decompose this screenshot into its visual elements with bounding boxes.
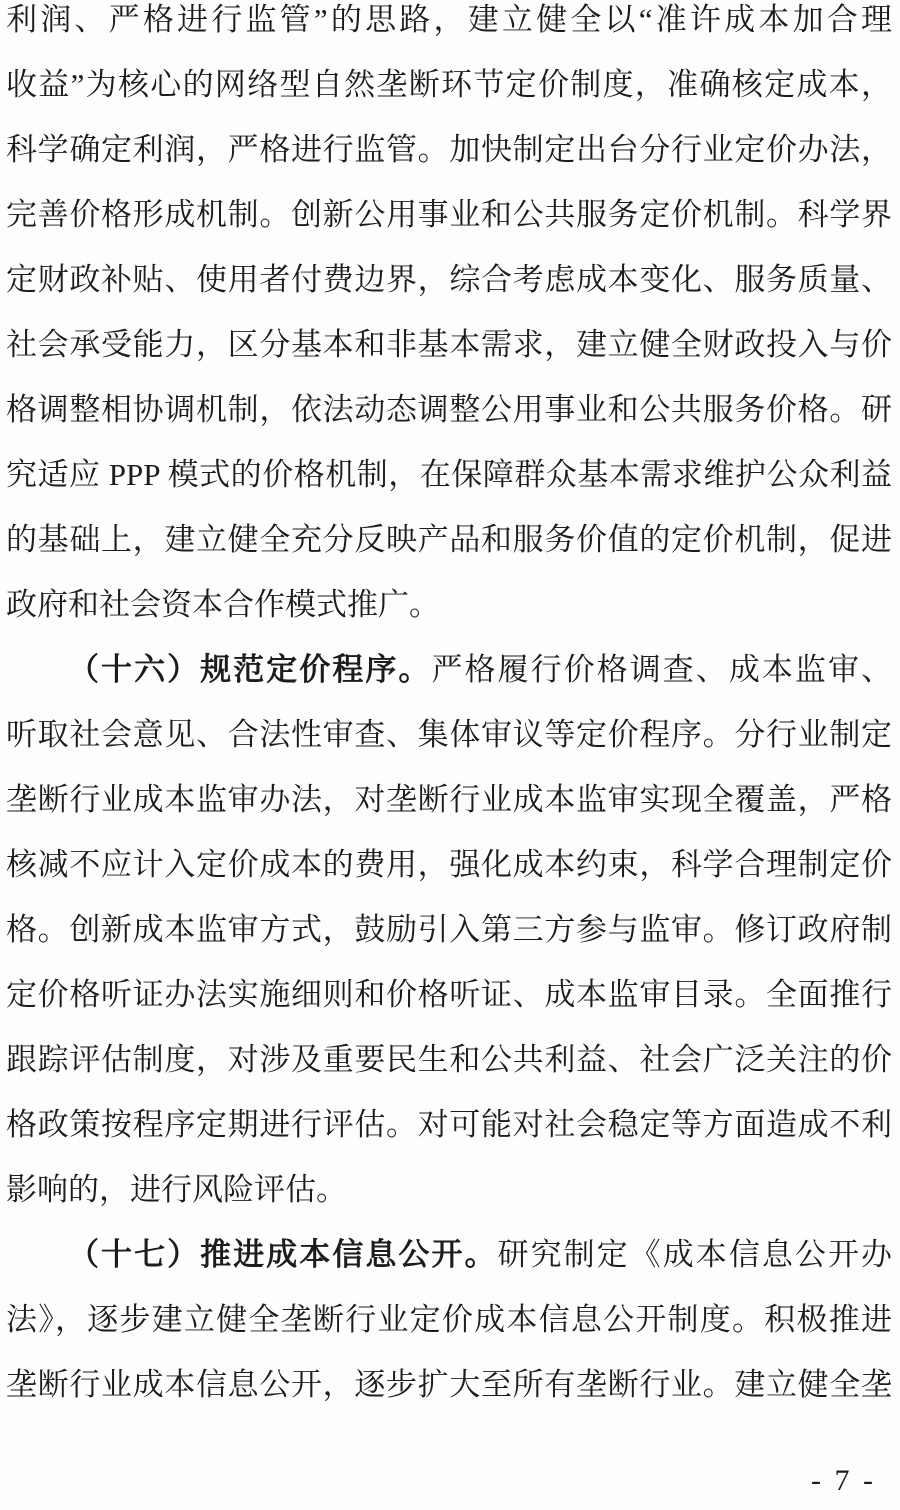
text-segment: 完善价格形成机制。创新公用事业和公共服务定价机制。科学界 [6, 197, 892, 232]
text-line [6, 507, 892, 572]
text-line [6, 52, 892, 117]
text-line [6, 117, 892, 182]
text-line [6, 312, 892, 377]
text-segment: 科学确定利润，严格进行监管。加快制定出台分行业定价办法， [6, 132, 892, 167]
text-segment: 究适应 PPP 模式的价格机制，在保障群众基本需求维护公众利益 [6, 457, 892, 492]
text-segment: 定价格听证办法实施细则和价格听证、成本监审目录。全面推行 [6, 977, 892, 1012]
text-line [6, 0, 892, 52]
text-segment: 核减不应计入定价成本的费用，强化成本约束，科学合理制定价 [6, 847, 892, 882]
text-segment: 格政策按程序定期进行评估。对可能对社会稳定等方面造成不利 [6, 1107, 892, 1142]
text-line [6, 897, 892, 962]
text-line [6, 1222, 892, 1287]
section-heading: （十六）规范定价程序。 [68, 652, 432, 687]
text-line [6, 702, 892, 767]
text-segment: 听取社会意见、合法性审查、集体审议等定价程序。分行业制定 [6, 717, 892, 752]
text-segment: 政府和社会资本合作模式推广。 [6, 587, 440, 622]
text-segment: 利润、严格进行监管”的思路，建立健全以“准许成本加合理 [6, 2, 892, 37]
page-number: - 7 - [811, 1464, 876, 1497]
text-line [6, 1092, 892, 1157]
document-body [6, 0, 892, 1417]
text-segment: 法》，逐步建立健全垄断行业定价成本信息公开制度。积极推进 [6, 1302, 892, 1337]
text-line [6, 962, 892, 1027]
text-segment: 严格履行价格调查、成本监审、 [431, 652, 892, 687]
text-line [6, 1287, 892, 1352]
text-line [6, 832, 892, 897]
text-line [6, 377, 892, 442]
text-line [6, 767, 892, 832]
text-line [6, 572, 892, 637]
text-line [6, 442, 892, 507]
text-segment: 的基础上，建立健全充分反映产品和服务价值的定价机制，促进 [6, 522, 892, 557]
text-segment: 垄断行业成本信息公开，逐步扩大至所有垄断行业。建立健全垄 [6, 1367, 892, 1402]
text-line [6, 637, 892, 702]
text-segment: 研究制定《成本信息公开办 [497, 1237, 892, 1272]
text-line [6, 1352, 892, 1417]
text-segment: 影响的，进行风险评估。 [6, 1172, 347, 1207]
text-line [6, 247, 892, 312]
text-segment: 格。创新成本监审方式，鼓励引入第三方参与监审。修订政府制 [6, 912, 892, 947]
text-segment: 收益”为核心的网络型自然垄断环节定价制度，准确核定成本， [6, 67, 892, 102]
text-line [6, 1157, 892, 1222]
text-segment: 垄断行业成本监审办法，对垄断行业成本监审实现全覆盖，严格 [6, 782, 892, 817]
text-line [6, 1027, 892, 1092]
text-segment: 定财政补贴、使用者付费边界，综合考虑成本变化、服务质量、 [6, 262, 892, 297]
text-segment: 格调整相协调机制，依法动态调整公用事业和公共服务价格。研 [6, 392, 892, 427]
text-segment: 社会承受能力，区分基本和非基本需求，建立健全财政投入与价 [6, 327, 892, 362]
text-segment: 跟踪评估制度，对涉及重要民生和公共利益、社会广泛关注的价 [6, 1042, 892, 1077]
section-heading: （十七）推进成本信息公开。 [68, 1237, 498, 1272]
text-line [6, 182, 892, 247]
